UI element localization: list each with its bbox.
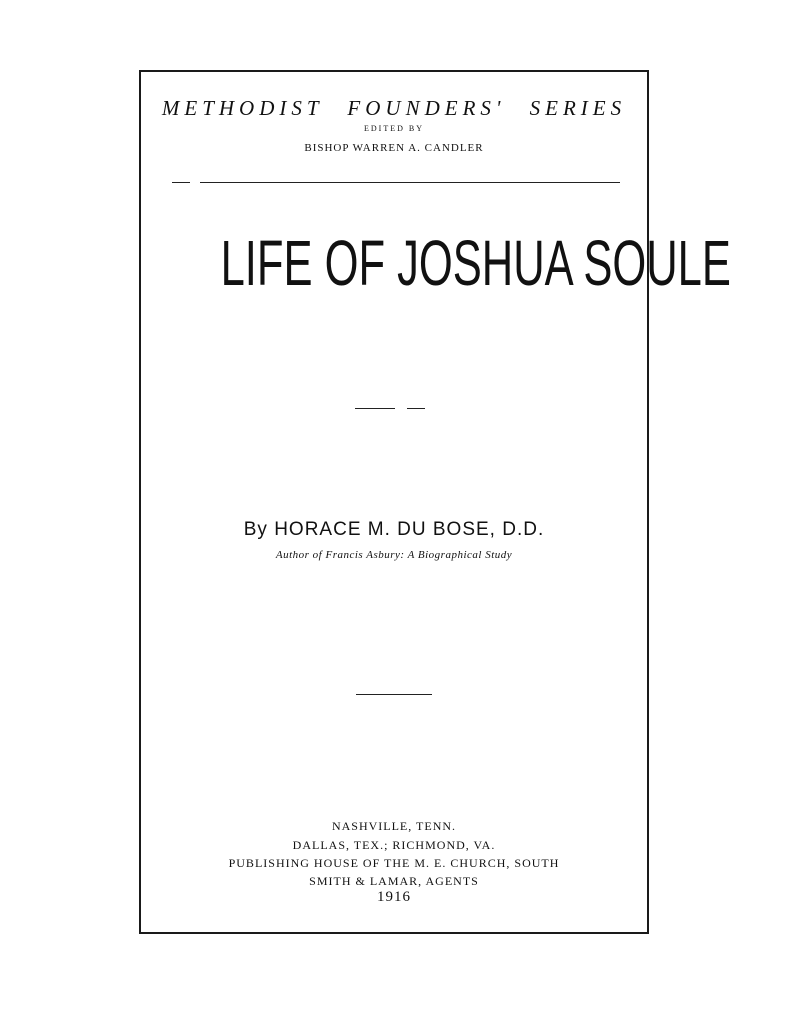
title-divider-segment [407, 408, 425, 409]
author-divider [356, 694, 432, 695]
header-rule-segment [172, 182, 190, 183]
imprint-other-cities: DALLAS, TEX.; RICHMOND, VA. [292, 838, 496, 852]
imprint-agents: SMITH & LAMAR, AGENTS [309, 874, 479, 888]
edited-by-label: EDITED BY [364, 124, 424, 133]
imprint-city: NASHVILLE, TENN. [331, 819, 457, 833]
book-title: LIFE OF JOSHUA SOULE [220, 227, 731, 299]
author-credit: Author of Francis Asbury: A Biographical Study [275, 549, 513, 561]
author-byline: By HORACE M. DU BOSE, D.D. [243, 519, 545, 540]
header-rule [200, 182, 620, 183]
series-title: METHODIST FOUNDERS' SERIES [161, 96, 627, 120]
imprint-publisher: PUBLISHING HOUSE OF THE M. E. CHURCH, SOUTH [228, 856, 560, 870]
imprint-year: 1916 [377, 889, 411, 905]
title-divider [355, 408, 395, 409]
page-border [139, 70, 731, 934]
editor-name: BISHOP WARREN A. CANDLER [304, 142, 484, 154]
